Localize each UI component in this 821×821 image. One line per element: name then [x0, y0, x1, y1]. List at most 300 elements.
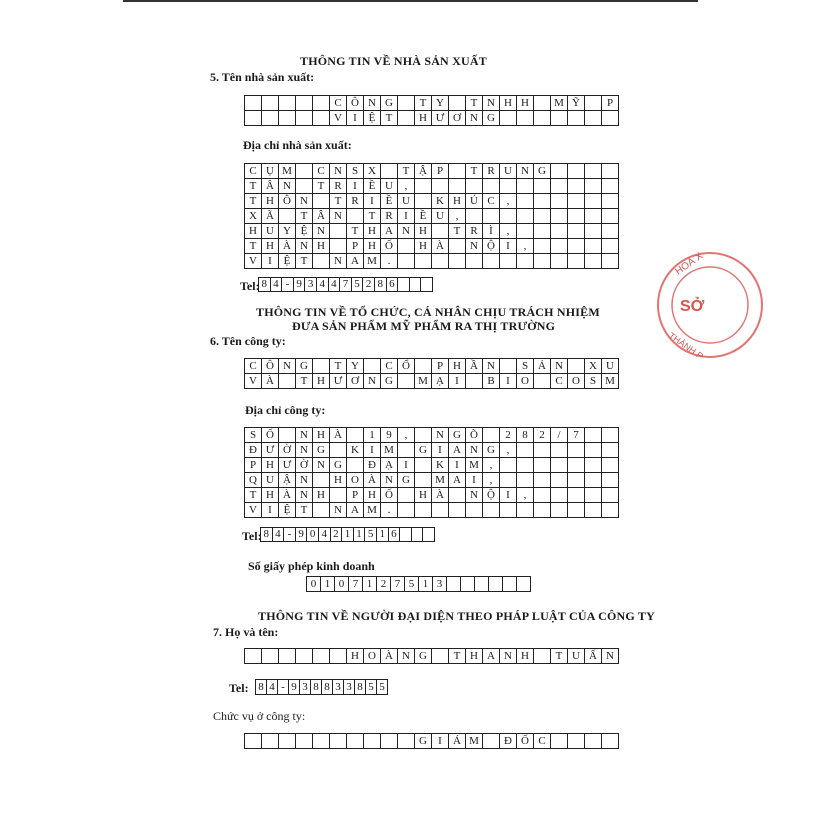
char-box: N — [432, 428, 449, 443]
char-box: M — [364, 254, 381, 269]
char-box: Ề — [381, 194, 398, 209]
char-box — [602, 164, 619, 179]
char-box — [296, 111, 313, 126]
char-box: A — [483, 649, 500, 664]
char-box: T — [449, 224, 466, 239]
char-box: H — [262, 239, 279, 254]
char-box: I — [449, 458, 466, 473]
char-box — [568, 488, 585, 503]
char-box: 4 — [267, 680, 278, 695]
representative-tel-grid — [255, 679, 388, 695]
char-box: G — [483, 443, 500, 458]
char-box — [602, 503, 619, 518]
char-box: Y — [347, 359, 364, 374]
char-box — [534, 458, 551, 473]
char-box: O — [364, 649, 381, 664]
char-box: H — [500, 96, 517, 111]
char-box: P — [432, 164, 449, 179]
char-box: H — [245, 224, 262, 239]
char-box: 1 — [419, 577, 433, 592]
char-box: X — [364, 164, 381, 179]
char-box — [330, 224, 347, 239]
char-box — [500, 473, 517, 488]
char-box: H — [364, 224, 381, 239]
char-box — [245, 111, 262, 126]
char-box — [551, 179, 568, 194]
stamp-text-bottom: THÀNH P — [666, 330, 705, 362]
char-box — [398, 111, 415, 126]
char-box: 2 — [377, 577, 391, 592]
char-box — [568, 179, 585, 194]
char-box: T — [381, 111, 398, 126]
char-box: Ô — [262, 359, 279, 374]
char-box — [398, 278, 410, 292]
char-box — [483, 254, 500, 269]
char-box — [585, 254, 602, 269]
char-box: V — [245, 254, 262, 269]
char-box — [483, 209, 500, 224]
char-box: P — [347, 488, 364, 503]
char-box: P — [347, 239, 364, 254]
char-box: I — [364, 443, 381, 458]
char-box — [602, 473, 619, 488]
char-box: 3 — [433, 577, 447, 592]
char-box: N — [466, 239, 483, 254]
char-box — [551, 239, 568, 254]
char-box: H — [313, 428, 330, 443]
char-box: N — [466, 443, 483, 458]
char-box: Ư — [279, 458, 296, 473]
char-box — [534, 179, 551, 194]
char-box: 4 — [317, 278, 329, 292]
char-box — [602, 458, 619, 473]
char-box: 0 — [335, 577, 349, 592]
char-box — [279, 96, 296, 111]
char-box: U — [262, 224, 279, 239]
char-box — [534, 649, 551, 664]
char-box — [432, 503, 449, 518]
char-box — [585, 443, 602, 458]
char-box: Ệ — [279, 503, 296, 518]
char-box — [398, 374, 415, 389]
manufacturer-tel-label: Tel: — [240, 279, 260, 293]
char-box: T — [551, 649, 568, 664]
char-box: R — [381, 209, 398, 224]
char-box — [421, 278, 433, 292]
char-box: Ố — [262, 428, 279, 443]
char-box: K — [432, 458, 449, 473]
char-box: N — [364, 374, 381, 389]
char-box: Ư — [262, 443, 279, 458]
char-box: N — [279, 179, 296, 194]
char-box — [400, 528, 412, 542]
char-box: U — [500, 164, 517, 179]
char-box: I — [347, 179, 364, 194]
char-box: T — [347, 224, 364, 239]
char-box — [423, 528, 435, 542]
char-box — [432, 649, 449, 664]
char-box: N — [313, 458, 330, 473]
char-box: I — [364, 194, 381, 209]
char-box: H — [313, 239, 330, 254]
char-box: G — [449, 428, 466, 443]
char-box: O — [517, 374, 534, 389]
char-box: 4 — [319, 528, 331, 542]
char-box: 0 — [307, 577, 321, 592]
char-box — [602, 224, 619, 239]
char-box: N — [517, 164, 534, 179]
char-box: Ậ — [415, 164, 432, 179]
char-box: 2 — [331, 528, 343, 542]
char-box: U — [381, 179, 398, 194]
char-box — [585, 224, 602, 239]
char-box: Ệ — [364, 111, 381, 126]
char-box — [432, 224, 449, 239]
heading-responsible-line2: ĐƯA SẢN PHẨM MỸ PHẨM RA THỊ TRƯỜNG — [292, 319, 556, 333]
char-box: H — [415, 488, 432, 503]
char-box: T — [245, 239, 262, 254]
char-box — [500, 209, 517, 224]
char-box: K — [432, 194, 449, 209]
char-box: 2 — [363, 278, 375, 292]
char-box — [296, 734, 313, 749]
char-box: G — [415, 734, 432, 749]
char-box: G — [483, 111, 500, 126]
char-box: . — [381, 503, 398, 518]
char-box — [568, 359, 585, 374]
char-box — [517, 179, 534, 194]
char-box: N — [483, 359, 500, 374]
char-box: 8 — [355, 680, 366, 695]
char-box — [449, 239, 466, 254]
char-box — [398, 254, 415, 269]
char-box — [602, 428, 619, 443]
char-box: . — [381, 254, 398, 269]
char-box: M — [279, 164, 296, 179]
char-box: 4 — [271, 278, 283, 292]
char-box: , — [398, 428, 415, 443]
char-box: Ả — [534, 359, 551, 374]
char-box: T — [449, 649, 466, 664]
char-box — [279, 209, 296, 224]
char-box: I — [398, 458, 415, 473]
char-box — [245, 649, 262, 664]
char-box: Ụ — [262, 164, 279, 179]
char-box: A — [347, 503, 364, 518]
char-box: N — [466, 488, 483, 503]
char-box — [585, 503, 602, 518]
char-box — [517, 111, 534, 126]
char-box — [279, 428, 296, 443]
char-box — [602, 194, 619, 209]
char-box — [585, 111, 602, 126]
char-box — [500, 458, 517, 473]
char-box: T — [466, 96, 483, 111]
char-box: H — [466, 649, 483, 664]
char-box — [585, 164, 602, 179]
char-box: Q — [245, 473, 262, 488]
char-box — [313, 96, 330, 111]
char-box: S — [585, 374, 602, 389]
char-box: , — [517, 239, 534, 254]
char-box: R — [330, 179, 347, 194]
char-box: Ệ — [296, 224, 313, 239]
char-box: 7 — [391, 577, 405, 592]
char-box: Ỹ — [568, 96, 585, 111]
char-box: 0 — [307, 528, 319, 542]
char-box — [347, 734, 364, 749]
char-box: N — [330, 209, 347, 224]
char-box — [279, 111, 296, 126]
char-box: N — [296, 473, 313, 488]
char-box: N — [364, 96, 381, 111]
char-box: 9 — [296, 528, 308, 542]
char-box: S — [347, 164, 364, 179]
char-box — [500, 503, 517, 518]
char-box: , — [398, 179, 415, 194]
char-box: Ơ — [449, 111, 466, 126]
char-box — [602, 734, 619, 749]
char-box — [398, 96, 415, 111]
position-grid — [244, 733, 619, 749]
char-box: H — [517, 649, 534, 664]
char-box: I — [500, 239, 517, 254]
char-box: Ờ — [279, 443, 296, 458]
char-box — [517, 503, 534, 518]
char-box — [296, 96, 313, 111]
char-box: Ậ — [279, 473, 296, 488]
char-box — [568, 254, 585, 269]
char-box: S — [517, 359, 534, 374]
char-box: H — [364, 239, 381, 254]
char-box: À — [364, 473, 381, 488]
char-box: V — [330, 111, 347, 126]
char-box: Ạ — [432, 374, 449, 389]
char-box — [466, 374, 483, 389]
char-box: C — [551, 374, 568, 389]
char-box: N — [483, 96, 500, 111]
char-box: M — [432, 473, 449, 488]
char-box — [432, 254, 449, 269]
char-box: / — [551, 428, 568, 443]
char-box: Ộ — [483, 488, 500, 503]
char-box: O — [568, 374, 585, 389]
char-box — [517, 194, 534, 209]
char-box: 6 — [387, 278, 399, 292]
char-box: A — [347, 254, 364, 269]
char-box: I — [500, 488, 517, 503]
char-box — [296, 179, 313, 194]
char-box — [568, 443, 585, 458]
char-box: T — [415, 96, 432, 111]
char-box: M — [466, 458, 483, 473]
char-box — [602, 239, 619, 254]
char-box — [466, 179, 483, 194]
char-box: N — [313, 224, 330, 239]
char-box — [602, 443, 619, 458]
char-box: I — [262, 503, 279, 518]
char-box: N — [330, 164, 347, 179]
char-box — [568, 734, 585, 749]
char-box — [262, 96, 279, 111]
char-box: U — [602, 359, 619, 374]
char-box: À — [279, 488, 296, 503]
char-box — [534, 488, 551, 503]
char-box: H — [364, 488, 381, 503]
char-box — [313, 734, 330, 749]
char-box: Ạ — [381, 458, 398, 473]
char-box — [313, 359, 330, 374]
char-box — [500, 111, 517, 126]
char-box — [449, 96, 466, 111]
char-box: Ầ — [466, 359, 483, 374]
char-box: 8 — [256, 680, 267, 695]
char-box: C — [330, 96, 347, 111]
char-box: M — [551, 96, 568, 111]
char-box: G — [534, 164, 551, 179]
char-box: 8 — [311, 680, 322, 695]
char-box: T — [245, 194, 262, 209]
char-box — [398, 239, 415, 254]
char-box — [568, 164, 585, 179]
char-box — [534, 473, 551, 488]
char-box: 1 — [342, 528, 354, 542]
business-license-label: Số giấy phép kinh doanh — [248, 559, 375, 573]
char-box — [415, 428, 432, 443]
char-box — [517, 224, 534, 239]
char-box: 1 — [364, 428, 381, 443]
char-box: Đ — [245, 443, 262, 458]
char-box — [534, 111, 551, 126]
char-box: Ư — [330, 374, 347, 389]
char-box — [517, 473, 534, 488]
char-box: , — [500, 443, 517, 458]
char-box: , — [500, 194, 517, 209]
char-box — [245, 96, 262, 111]
char-box — [449, 503, 466, 518]
char-box — [585, 473, 602, 488]
char-box — [466, 254, 483, 269]
char-box — [279, 649, 296, 664]
char-box: H — [262, 194, 279, 209]
char-box — [398, 443, 415, 458]
manufacturer-name-grid — [244, 95, 619, 126]
char-box — [551, 209, 568, 224]
manufacturer-tel-grid — [258, 277, 433, 292]
char-box — [483, 428, 500, 443]
char-box — [279, 734, 296, 749]
char-box — [364, 359, 381, 374]
char-box — [568, 503, 585, 518]
char-box: C — [245, 359, 262, 374]
char-box — [551, 164, 568, 179]
char-box: 3 — [333, 680, 344, 695]
company-tel-grid — [260, 527, 435, 542]
char-box — [475, 577, 489, 592]
char-box — [364, 734, 381, 749]
char-box — [517, 209, 534, 224]
char-box: Ố — [517, 734, 534, 749]
char-box — [534, 194, 551, 209]
char-box: C — [381, 359, 398, 374]
char-box: N — [296, 239, 313, 254]
char-box: N — [330, 254, 347, 269]
char-box: 5 — [366, 680, 377, 695]
char-box: N — [296, 194, 313, 209]
char-box: 5 — [365, 528, 377, 542]
char-box: 3 — [300, 680, 311, 695]
char-box — [568, 239, 585, 254]
char-box: X — [585, 359, 602, 374]
char-box: 9 — [294, 278, 306, 292]
char-box — [585, 194, 602, 209]
char-box: M — [415, 374, 432, 389]
representative-name-label: 7. Họ và tên: — [213, 625, 279, 639]
char-box: X — [245, 209, 262, 224]
char-box — [517, 254, 534, 269]
char-box: Y — [432, 96, 449, 111]
char-box — [500, 179, 517, 194]
char-box — [313, 254, 330, 269]
char-box: Đ — [500, 734, 517, 749]
char-box — [585, 209, 602, 224]
char-box — [313, 194, 330, 209]
manufacturer-name-label: 5. Tên nhà sản xuất: — [210, 70, 315, 84]
char-box — [517, 577, 531, 592]
char-box — [568, 473, 585, 488]
char-box — [296, 649, 313, 664]
char-box: Ề — [364, 179, 381, 194]
char-box: 7 — [349, 577, 363, 592]
char-box — [415, 473, 432, 488]
company-tel-label: Tel: — [242, 529, 262, 543]
char-box — [568, 209, 585, 224]
char-box — [313, 111, 330, 126]
char-box — [432, 179, 449, 194]
char-box: , — [517, 488, 534, 503]
char-box — [245, 734, 262, 749]
char-box: 5 — [352, 278, 364, 292]
company-address-label: Địa chỉ công ty: — [245, 403, 326, 417]
char-box: Ã — [262, 209, 279, 224]
char-box: G — [381, 374, 398, 389]
char-box: 1 — [363, 577, 377, 592]
char-box — [381, 164, 398, 179]
char-box — [517, 443, 534, 458]
char-box: Ố — [381, 488, 398, 503]
char-box — [313, 649, 330, 664]
char-box: G — [398, 473, 415, 488]
char-box: N — [466, 111, 483, 126]
char-box: S — [245, 428, 262, 443]
char-box — [585, 458, 602, 473]
manufacturer-address-label: Địa chỉ nhà sản xuất: — [243, 138, 352, 152]
char-box: 8 — [322, 680, 333, 695]
char-box — [415, 359, 432, 374]
char-box: T — [398, 164, 415, 179]
char-box: I — [347, 111, 364, 126]
char-box: T — [296, 254, 313, 269]
char-box: V — [245, 374, 262, 389]
char-box: 2 — [534, 428, 551, 443]
char-box — [313, 503, 330, 518]
char-box: T — [330, 359, 347, 374]
char-box: Ú — [466, 194, 483, 209]
char-box — [347, 458, 364, 473]
char-box: Õ — [466, 428, 483, 443]
char-box: Đ — [364, 458, 381, 473]
char-box — [551, 503, 568, 518]
